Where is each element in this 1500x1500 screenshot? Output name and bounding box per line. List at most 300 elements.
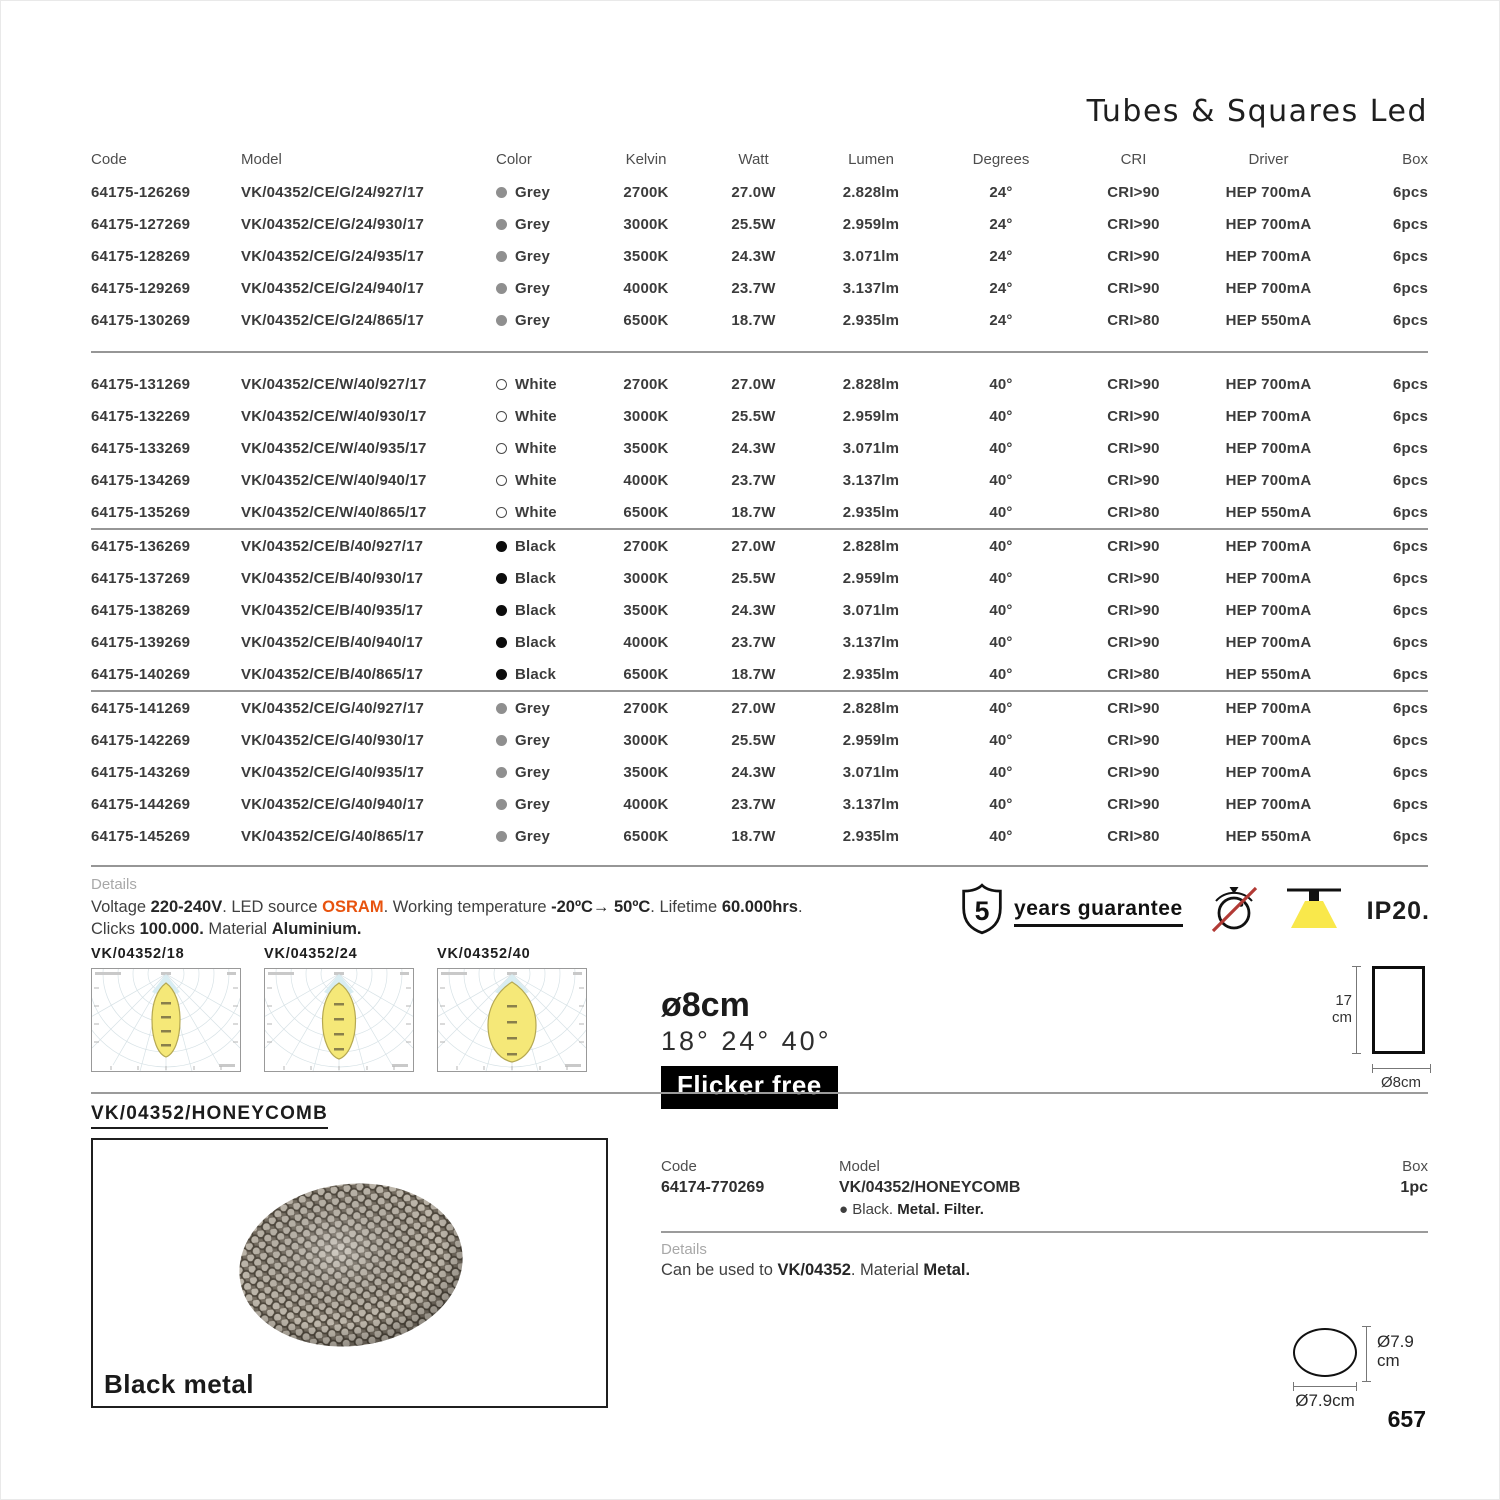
cell-watt: 25.5W: [731, 407, 776, 425]
cell-code: 64175-139269: [91, 633, 191, 651]
cell-kelvin: 3000K: [623, 569, 669, 587]
cell-code: 64175-136269: [91, 537, 191, 555]
cell-model: VK/04352/CE/W/40/865/17: [241, 503, 427, 521]
cell-kelvin: 3500K: [623, 763, 669, 781]
table-group: [91, 690, 1428, 852]
cell-driver: HEP 700mA: [1225, 375, 1312, 393]
cell-kelvin: 6500K: [623, 665, 669, 683]
guarantee-badge: [960, 882, 1183, 941]
cell-color: [496, 472, 591, 489]
column-header-watt: Watt: [738, 150, 769, 168]
cell-box: 6pcs: [1393, 311, 1428, 329]
cell-lumen: 3.071lm: [842, 247, 900, 265]
fixture-dimension-drawing: [1330, 960, 1430, 1095]
text-segment: VK/04352: [777, 1261, 851, 1279]
grey-color-dot-icon: [496, 219, 507, 230]
table-row: [91, 176, 1428, 208]
black-color-dot-icon: [496, 637, 507, 648]
cell-kelvin: 6500K: [623, 311, 669, 329]
cell-box: 6pcs: [1393, 827, 1428, 845]
cell-cri: CRI>90: [1107, 183, 1160, 201]
cell-watt: 23.7W: [731, 795, 776, 813]
polar-curve-24-icon: [264, 1059, 414, 1076]
cell-model: VK/04352/CE/G/40/865/17: [241, 827, 425, 845]
cell-box: 6pcs: [1393, 375, 1428, 393]
page-number: 657: [1387, 1406, 1426, 1432]
cell-degrees: 40°: [989, 699, 1013, 717]
cell-degrees: 40°: [989, 471, 1013, 489]
cell-box: 6pcs: [1393, 633, 1428, 651]
cell-code: 64175-145269: [91, 827, 191, 845]
diameter-dimension-line-h: [1293, 1386, 1357, 1387]
cell-model: VK/04352/CE/G/24/930/17: [241, 215, 425, 233]
cell-driver: HEP 700mA: [1225, 215, 1312, 233]
text-segment: 60.000hrs: [721, 898, 798, 916]
cell-kelvin: 2700K: [623, 537, 669, 555]
table-row: [91, 724, 1428, 756]
specs-block: [661, 986, 838, 1109]
cell-kelvin: 6500K: [623, 827, 669, 845]
cell-driver: HEP 700mA: [1225, 795, 1312, 813]
cell-cri: CRI>90: [1107, 569, 1160, 587]
text-segment: . LED source: [222, 898, 323, 916]
cell-box: 6pcs: [1393, 699, 1428, 717]
polar-curve-40-icon: [437, 1059, 587, 1076]
cell-watt: 24.3W: [731, 601, 776, 619]
cell-degrees: 40°: [989, 503, 1013, 521]
cell-color: [496, 408, 591, 425]
cell-driver: HEP 700mA: [1225, 537, 1312, 555]
column-header-model: Model: [241, 150, 282, 168]
width-dimension-label: Ø8cm: [1380, 1074, 1421, 1091]
cell-driver: HEP 700mA: [1225, 407, 1312, 425]
cell-cri: CRI>90: [1107, 699, 1160, 717]
height-dimension-label: 17 cm: [1332, 992, 1352, 1026]
cell-watt: 25.5W: [731, 215, 776, 233]
color-name: White: [515, 471, 557, 489]
cell-degrees: 40°: [989, 537, 1013, 555]
grey-color-dot-icon: [496, 283, 507, 294]
cell-model: VK/04352/CE/G/24/927/17: [241, 183, 425, 201]
cell-color: [496, 570, 591, 587]
fixture-outline: [1372, 966, 1425, 1054]
color-name: Black: [515, 633, 557, 651]
cell-cri: CRI>90: [1107, 375, 1160, 393]
cell-driver: HEP 700mA: [1225, 699, 1312, 717]
cell-kelvin: 4000K: [623, 471, 669, 489]
table-row: [91, 208, 1428, 240]
cell-model: VK/04352/CE/W/40/930/17: [241, 407, 427, 425]
diagram-label: VK/04352/40: [437, 946, 531, 962]
cell-color: [496, 666, 591, 683]
cell-watt: 25.5W: [731, 731, 776, 749]
cell-watt: 27.0W: [731, 183, 776, 201]
table-row: [91, 496, 1428, 528]
honeycomb-heading: VK/04352/HONEYCOMB: [91, 1103, 328, 1129]
cell-kelvin: 4000K: [623, 633, 669, 651]
details-label: Details: [91, 876, 137, 893]
cell-watt: 23.7W: [731, 471, 776, 489]
honeycomb-caption: Black metal: [104, 1369, 255, 1399]
cell-watt: 27.0W: [731, 537, 776, 555]
cell-kelvin: 4000K: [623, 279, 669, 297]
cell-model: VK/04352/CE/G/40/935/17: [241, 763, 425, 781]
honeycomb-outline: [1293, 1328, 1357, 1377]
cell-degrees: 40°: [989, 731, 1013, 749]
cell-model: VK/04352/CE/G/40/927/17: [241, 699, 425, 717]
color-name: White: [515, 375, 557, 393]
cell-cri: CRI>90: [1107, 601, 1160, 619]
cell-lumen: 3.071lm: [842, 439, 900, 457]
color-name: White: [515, 439, 557, 457]
cell-lumen: 2.828lm: [842, 375, 900, 393]
table-group: [91, 176, 1428, 336]
black-color-dot-icon: [496, 541, 507, 552]
cell-degrees: 40°: [989, 665, 1013, 683]
text-segment: Metal.: [923, 1261, 971, 1279]
cell-driver: HEP 550mA: [1225, 503, 1312, 521]
cell-color: [496, 634, 591, 651]
cell-lumen: 2.959lm: [842, 407, 900, 425]
text-segment: . Working temperature: [383, 898, 552, 916]
downlight-icon: [1285, 886, 1343, 937]
cell-code: 64175-137269: [91, 569, 191, 587]
cell-lumen: 3.137lm: [842, 795, 900, 813]
details-line-2: [91, 918, 891, 940]
cell-box: 6pcs: [1393, 183, 1428, 201]
honeycomb-box-value: 1pc: [1400, 1179, 1428, 1196]
cell-box: 6pcs: [1393, 439, 1428, 457]
cell-degrees: 40°: [989, 763, 1013, 781]
text-segment: -20ºC→ 50ºC: [551, 898, 651, 916]
cell-cri: CRI>90: [1107, 763, 1160, 781]
no-dimmer-icon: [1207, 882, 1261, 941]
cell-kelvin: 3000K: [623, 215, 669, 233]
diagram-label: VK/04352/24: [264, 946, 358, 962]
table-row: [91, 432, 1428, 464]
cell-degrees: 24°: [989, 215, 1013, 233]
cell-watt: 18.7W: [731, 503, 776, 521]
cell-watt: 23.7W: [731, 279, 776, 297]
text-segment: OSRAM: [322, 898, 384, 916]
honeycomb-photo-box: [91, 1138, 608, 1408]
cell-cri: CRI>80: [1107, 503, 1160, 521]
honeycomb-divider: [661, 1231, 1428, 1233]
cell-color: [496, 700, 591, 717]
cell-box: 6pcs: [1393, 537, 1428, 555]
cell-cri: CRI>90: [1107, 247, 1160, 265]
grey-color-dot-icon: [496, 831, 507, 842]
cell-model: VK/04352/CE/G/24/865/17: [241, 311, 425, 329]
cell-lumen: 2.959lm: [842, 215, 900, 233]
cell-color: [496, 184, 591, 201]
diameter-spec: ø8cm: [661, 986, 750, 1024]
table-row: [91, 400, 1428, 432]
cell-box: 6pcs: [1393, 503, 1428, 521]
text-segment: Voltage: [91, 898, 151, 916]
cell-box: 6pcs: [1393, 471, 1428, 489]
cell-kelvin: 2700K: [623, 375, 669, 393]
photometric-diagram: [264, 946, 414, 1077]
table-row: [91, 756, 1428, 788]
diameter-dimension-label-h: Ø7.9cm: [1295, 1391, 1355, 1410]
white-color-dot-icon: [496, 475, 507, 486]
cell-code: 64175-129269: [91, 279, 191, 297]
column-header-driver: Driver: [1248, 150, 1289, 168]
cell-box: 6pcs: [1393, 279, 1428, 297]
honeycomb-model-label: Model: [839, 1158, 880, 1175]
cell-box: 6pcs: [1393, 795, 1428, 813]
cell-box: 6pcs: [1393, 665, 1428, 683]
honeycomb-info: [661, 1158, 1428, 1280]
cell-degrees: 40°: [989, 795, 1013, 813]
cell-cri: CRI>90: [1107, 279, 1160, 297]
text-segment: . Lifetime: [650, 898, 722, 916]
cell-cri: CRI>90: [1107, 471, 1160, 489]
cell-model: VK/04352/CE/B/40/930/17: [241, 569, 424, 587]
cell-kelvin: 3500K: [623, 439, 669, 457]
cell-watt: 24.3W: [731, 247, 776, 265]
cell-kelvin: 4000K: [623, 795, 669, 813]
flicker-free-badge: Flicker free: [661, 1066, 838, 1109]
black-color-dot-icon: [496, 605, 507, 616]
cell-model: VK/04352/CE/W/40/940/17: [241, 471, 427, 489]
cell-code: 64175-135269: [91, 503, 191, 521]
cell-lumen: 3.137lm: [842, 279, 900, 297]
table-row: [91, 658, 1428, 690]
cell-lumen: 2.959lm: [842, 731, 900, 749]
cell-watt: 18.7W: [731, 311, 776, 329]
table-group: [91, 351, 1428, 528]
honeycomb-details-label: Details: [661, 1241, 707, 1258]
cell-lumen: 2.935lm: [842, 827, 900, 845]
table-header-row: [91, 142, 1428, 176]
cell-degrees: 24°: [989, 311, 1013, 329]
cell-kelvin: 3000K: [623, 731, 669, 749]
cell-driver: HEP 700mA: [1225, 183, 1312, 201]
cell-color: [496, 764, 591, 781]
diameter-dimension-line-v: [1366, 1326, 1367, 1382]
cell-color: [496, 376, 591, 393]
cell-code: 64175-126269: [91, 183, 191, 201]
honeycomb-dimension-drawing: [1285, 1322, 1435, 1412]
cell-lumen: 3.137lm: [842, 633, 900, 651]
cell-box: 6pcs: [1393, 731, 1428, 749]
text-segment: Clicks: [91, 920, 140, 938]
color-name: White: [515, 407, 557, 425]
beam-angles-spec: 18° 24° 40°: [661, 1026, 832, 1056]
color-name: Grey: [515, 183, 550, 201]
text-segment: 100.000.: [139, 920, 204, 938]
cell-kelvin: 3000K: [623, 407, 669, 425]
white-color-dot-icon: [496, 379, 507, 390]
cell-code: 64175-144269: [91, 795, 191, 813]
cell-code: 64175-143269: [91, 763, 191, 781]
cell-watt: 27.0W: [731, 699, 776, 717]
cell-lumen: 2.935lm: [842, 665, 900, 683]
color-name: Black: [515, 569, 557, 587]
cell-kelvin: 3500K: [623, 247, 669, 265]
column-header-box: Box: [1402, 150, 1428, 168]
honeycomb-details-text: [661, 1261, 1428, 1280]
cell-color: [496, 504, 591, 521]
cell-color: [496, 796, 591, 813]
cell-code: 64175-133269: [91, 439, 191, 457]
cell-model: VK/04352/CE/B/40/865/17: [241, 665, 424, 683]
cell-color: [496, 732, 591, 749]
cell-driver: HEP 700mA: [1225, 633, 1312, 651]
table-row: [91, 594, 1428, 626]
cell-driver: HEP 550mA: [1225, 311, 1312, 329]
cell-cri: CRI>90: [1107, 795, 1160, 813]
svg-text:5: 5: [974, 896, 990, 926]
table-row: [91, 562, 1428, 594]
honeycomb-box-label: Box: [1402, 1158, 1428, 1175]
honeycomb-code-value: 64174-770269: [661, 1179, 765, 1196]
cell-degrees: 40°: [989, 569, 1013, 587]
color-name: White: [515, 503, 557, 521]
cell-code: 64175-130269: [91, 311, 191, 329]
cell-code: 64175-138269: [91, 601, 191, 619]
cell-degrees: 40°: [989, 407, 1013, 425]
cell-degrees: 40°: [989, 633, 1013, 651]
cell-model: VK/04352/CE/W/40/935/17: [241, 439, 427, 457]
cell-driver: HEP 550mA: [1225, 665, 1312, 683]
cell-driver: HEP 700mA: [1225, 763, 1312, 781]
text-segment: Material: [203, 920, 272, 938]
grey-color-dot-icon: [496, 799, 507, 810]
color-name: Grey: [515, 215, 550, 233]
cell-color: [496, 216, 591, 233]
grey-color-dot-icon: [496, 251, 507, 262]
table-row: [91, 788, 1428, 820]
cell-lumen: 3.071lm: [842, 601, 900, 619]
cell-model: VK/04352/CE/B/40/935/17: [241, 601, 424, 619]
cell-cri: CRI>90: [1107, 215, 1160, 233]
color-name: Grey: [515, 279, 550, 297]
cell-driver: HEP 700mA: [1225, 247, 1312, 265]
color-name: Grey: [515, 731, 550, 749]
grey-color-dot-icon: [496, 767, 507, 778]
cell-color: [496, 280, 591, 297]
table-row: [91, 820, 1428, 852]
cell-degrees: 40°: [989, 375, 1013, 393]
white-color-dot-icon: [496, 507, 507, 518]
details-section: [91, 876, 891, 940]
text-segment: Can be used to: [661, 1261, 778, 1279]
honeycomb-model-subtext: [839, 1201, 1338, 1218]
width-dimension-line: [1372, 1068, 1431, 1069]
column-header-lumen: Lumen: [848, 150, 894, 168]
cell-driver: HEP 700mA: [1225, 439, 1312, 457]
cell-watt: 27.0W: [731, 375, 776, 393]
cell-code: 64175-127269: [91, 215, 191, 233]
cell-lumen: 2.935lm: [842, 503, 900, 521]
photometric-diagram: [91, 946, 241, 1077]
details-line-1: [91, 896, 891, 918]
cell-color: [496, 828, 591, 845]
cell-lumen: 2.959lm: [842, 569, 900, 587]
cell-model: VK/04352/CE/G/24/935/17: [241, 247, 425, 265]
table-row: [91, 368, 1428, 400]
photometric-diagram: [437, 946, 587, 1077]
guarantee-text: years guarantee: [1014, 897, 1183, 927]
cell-lumen: 2.828lm: [842, 537, 900, 555]
table-body: [91, 176, 1428, 867]
cell-watt: 18.7W: [731, 827, 776, 845]
column-header-cri: CRI: [1120, 150, 1147, 168]
cell-model: VK/04352/CE/G/40/940/17: [241, 795, 425, 813]
page-title: Tubes & Squares Led: [1086, 94, 1428, 129]
cell-lumen: 2.828lm: [842, 699, 900, 717]
table-row: [91, 272, 1428, 304]
cell-cri: CRI>90: [1107, 731, 1160, 749]
honeycomb-code-label: Code: [661, 1158, 697, 1175]
cell-watt: 18.7W: [731, 665, 776, 683]
cell-cri: CRI>80: [1107, 311, 1160, 329]
cell-driver: HEP 700mA: [1225, 601, 1312, 619]
column-header-code: Code: [91, 150, 127, 168]
column-header-color: Color: [496, 150, 532, 168]
cell-code: 64175-131269: [91, 375, 191, 393]
color-name: Grey: [515, 827, 550, 845]
cell-box: 6pcs: [1393, 247, 1428, 265]
color-name: Black: [515, 601, 557, 619]
height-dimension-line: [1356, 966, 1357, 1054]
white-color-dot-icon: [496, 411, 507, 422]
text-segment: .: [797, 898, 803, 916]
cell-code: 64175-142269: [91, 731, 191, 749]
cell-cri: CRI>80: [1107, 665, 1160, 683]
badges-row: [960, 882, 1430, 941]
ip-rating: IP20.: [1366, 897, 1430, 925]
color-name: Black: [515, 537, 557, 555]
table-row: [91, 240, 1428, 272]
cell-degrees: 24°: [989, 279, 1013, 297]
cell-code: 64175-134269: [91, 471, 191, 489]
cell-watt: 25.5W: [731, 569, 776, 587]
cell-cri: CRI>80: [1107, 827, 1160, 845]
cell-lumen: 2.828lm: [842, 183, 900, 201]
shield-5-icon: [960, 882, 1004, 941]
cell-kelvin: 6500K: [623, 503, 669, 521]
cell-code: 64175-132269: [91, 407, 191, 425]
cell-lumen: 3.071lm: [842, 763, 900, 781]
cell-color: [496, 538, 591, 555]
cell-driver: HEP 700mA: [1225, 471, 1312, 489]
cell-cri: CRI>90: [1107, 439, 1160, 457]
honeycomb-model-value: VK/04352/HONEYCOMB: [839, 1179, 1021, 1196]
table-group: [91, 528, 1428, 690]
color-name: Grey: [515, 247, 550, 265]
table-row: [91, 692, 1428, 724]
text-segment: Aluminium.: [271, 920, 362, 938]
cell-box: 6pcs: [1393, 601, 1428, 619]
text-segment: . Material: [850, 1261, 924, 1279]
table-row: [91, 464, 1428, 496]
polar-curve-18-icon: [91, 1059, 241, 1076]
cell-model: VK/04352/CE/G/40/930/17: [241, 731, 425, 749]
grey-color-dot-icon: [496, 735, 507, 746]
cell-color: [496, 312, 591, 329]
cell-driver: HEP 700mA: [1225, 731, 1312, 749]
color-name: Grey: [515, 763, 550, 781]
cell-box: 6pcs: [1393, 407, 1428, 425]
text-segment: Metal. Filter.: [897, 1201, 984, 1218]
text-segment: ● Black.: [839, 1201, 898, 1218]
black-color-dot-icon: [496, 573, 507, 584]
black-color-dot-icon: [496, 669, 507, 680]
